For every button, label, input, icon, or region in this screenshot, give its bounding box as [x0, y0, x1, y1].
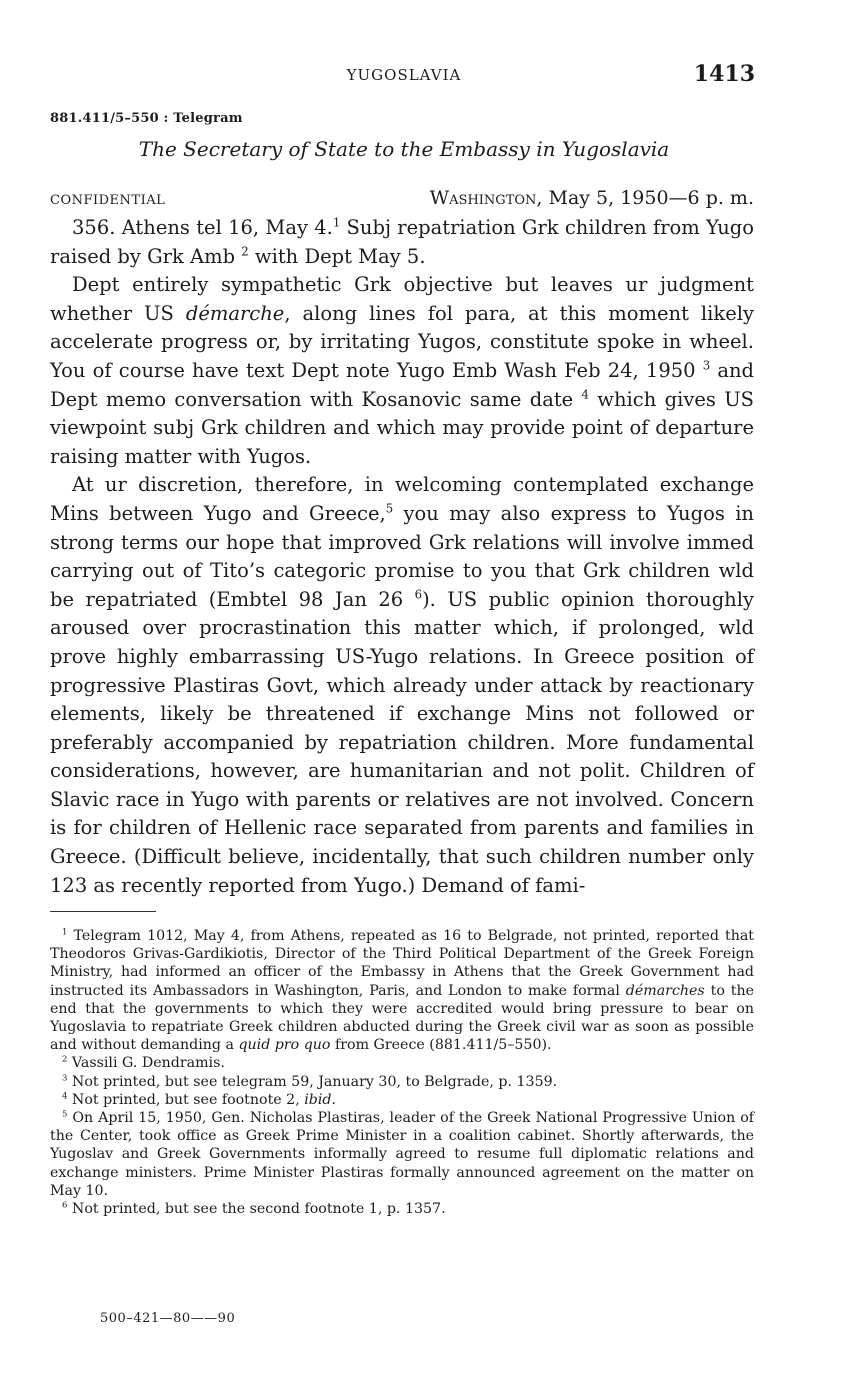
footnote-ref-2: 2: [241, 244, 249, 259]
paragraph-2-text: which gives US viewpoint subj Grk children and which may provide point of departure raising matter with Yugos.: [50, 387, 755, 468]
italic-term: démarches: [625, 982, 705, 999]
paragraph-3-text: you may also express to Yugos in strong terms our hope that improved Grk relations will involve immed carrying out of Tito’s categoric promise to you that Grk children wld be repatriated (Embtel 98 Jan 26: [50, 501, 754, 611]
footnote-text: Not printed, but see the second footnote 1, p. 1357.: [67, 1201, 446, 1218]
footnote-ref-4: 4: [581, 387, 589, 402]
document-file-number: 881.411/5–550 : Telegram: [50, 111, 243, 126]
paragraph-3-text: At ur discretion, therefore, in welcoming contemplated exchange Mins between Yugo and Greece,: [50, 473, 754, 525]
italic-term: quid pro quo: [238, 1037, 331, 1054]
printing-code: 500–421—80——90: [100, 1311, 236, 1326]
running-head: [0, 61, 855, 88]
footnote-6: [50, 1200, 754, 1218]
footnote-text: Not printed, but see telegram 59, January 30, to Belgrade, p. 1359.: [67, 1073, 558, 1090]
footnote-5: [50, 1109, 754, 1200]
paragraph-2-text: , along lines fol para, at this moment likely accelerate progress or, by irritating Yugos, constitute spoke in wheel. You of course have text Dept note Yugo Emb Wash Feb 24, 1950: [50, 301, 754, 382]
place-name: Washington: [429, 187, 537, 209]
paragraph-3: [50, 471, 754, 900]
telegram-body: [50, 214, 754, 900]
footnote-divider: [50, 911, 156, 912]
page-number: 1413: [693, 61, 755, 87]
paragraph-1-text: with Dept May 5.: [248, 244, 426, 268]
paragraph-2: [50, 271, 754, 471]
footnote-ref-6: 6: [414, 587, 423, 602]
footnote-text: Not printed, but see footnote 2,: [67, 1091, 305, 1108]
paragraph-2-text: and Dept memo conversation with Kosanovic same date: [50, 358, 754, 411]
italic-term: démarche: [185, 301, 285, 325]
footnote-text: Telegram 1012, May 4, from Athens, repeated as 16 to Belgrade, not printed, reported that Theodoros Grivas-Gardikiotis, Director of the Third Political Department of the Greek Foreign Ministry, had informed an officer of the Embassy in Athens that the Greek Government had instructed its Ambassadors in Washington, Paris, and London to make formal: [50, 928, 754, 999]
document-heading: The Secretary of State to the Embassy in Yugoslavia: [138, 137, 670, 161]
paragraph-1-text: 356. Athens tel 16, May 4.: [72, 216, 333, 239]
footnote-text: On April 15, 1950, Gen. Nicholas Plastiras, leader of the Greek National Progressive Union of the Center, took office as Greek Prime Minister in a coalition cabinet. Shortly afterwards, the Yugoslav and Greek Governments informally agreed to resume full diplomatic relations and exchange ministers. Prime Minister Plastiras formally announced agreement on the matter on May 10.: [50, 1110, 754, 1199]
running-head-title: YUGOSLAVIA: [346, 66, 462, 84]
footnote-ref-5: 5: [385, 501, 394, 516]
footnote-1: [50, 927, 754, 1054]
footnote-marker: 6: [62, 1200, 68, 1211]
footnote-4: [50, 1091, 754, 1109]
place-and-date: [430, 187, 754, 209]
footnote-ref-3: 3: [702, 358, 711, 373]
paragraph-2-text: Dept entirely sympathetic Grk objective but leaves ur judgment whether US: [50, 273, 754, 325]
footnote-marker: 3: [62, 1072, 68, 1083]
footnote-text: to the end that the governments to which they were accredited would bring pressure to bear on Yugoslavia to repatriate Greek children abducted during the Greek civil war as soon as possible and without demanding a: [50, 982, 754, 1054]
date-time: , May 5, 1950—6 p. m.: [536, 187, 754, 209]
paragraph-1: [50, 214, 754, 271]
classification-label: CONFIDENTIAL: [50, 193, 166, 208]
footnote-marker: 5: [62, 1109, 68, 1120]
footnotes: [50, 927, 754, 1218]
footnote-marker: 1: [62, 927, 68, 938]
footnote-text: Vassili G. Dendramis.: [67, 1055, 225, 1072]
footnote-3: [50, 1073, 754, 1091]
italic-term: ibid.: [304, 1091, 336, 1108]
paragraph-1-text: Subj repatriation Grk children from Yugo raised by Grk Amb: [50, 216, 754, 268]
dateline: [50, 187, 754, 211]
footnote-ref-1: 1: [332, 215, 341, 230]
footnote-text: from Greece (881.411/5–550).: [330, 1037, 552, 1054]
footnote-marker: 2: [62, 1054, 68, 1065]
footnote-marker: 4: [62, 1091, 68, 1102]
paragraph-3-text: ). US public opinion thoroughly aroused over procrastination this matter which, if prolonged, wld prove highly embarrassing US-Yugo relations. In Greece position of progressive Plastiras Govt, which already under attack by reactionary elements, likely be threatened if exchange Mins not followed or preferably accompanied by repatriation children. More fundamental considerations, however, are humanitarian and not polit. Children of Slavic race in Yugo with parents or relatives are not involved. Concern is for children of Hellenic race separated from parents and families in Greece. (Difficult believe, incidentally, that such children number only 123 as recently reported from Yugo.) Demand of fami-: [50, 587, 754, 897]
footnote-2: [50, 1054, 754, 1072]
